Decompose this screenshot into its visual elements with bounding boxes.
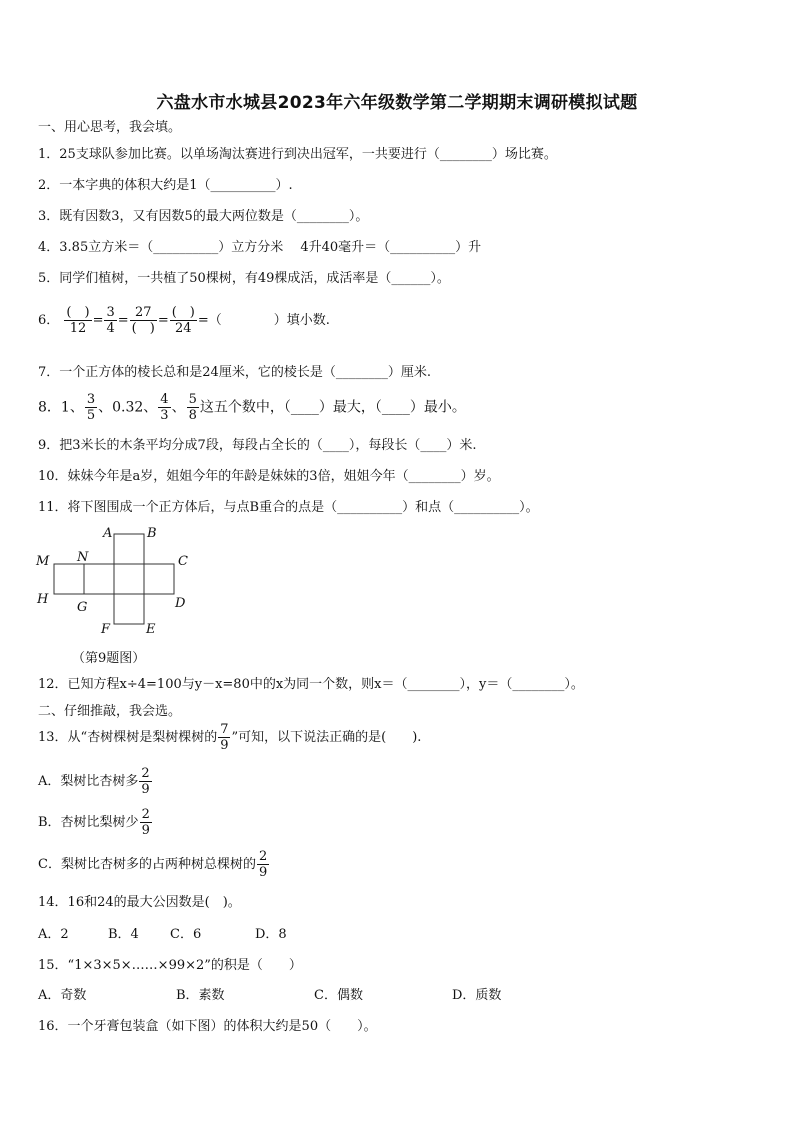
- q6-fraction-4: $\frac{( )}{24}$: [171, 305, 195, 336]
- question-8: [38, 392, 466, 423]
- label-A: A: [103, 526, 113, 541]
- question-3: 3．既有因数3，又有因数5的最大两位数是（________）。: [38, 209, 369, 224]
- q13-option-c-fraction: $\frac{2}{9}$: [258, 849, 268, 880]
- question-16: 16．一个牙膏包装盒（如下图）的体积大约是50（ ）。: [38, 1019, 377, 1034]
- q6-fraction-1: $\frac{( )}{12}$: [66, 305, 90, 336]
- q8-fraction-3: $\frac{5}{8}$: [188, 392, 197, 423]
- question-1: 1．25支球队参加比赛。以单场淘汰赛进行到决出冠军，一共要进行（________）场比赛。: [38, 147, 557, 162]
- label-M: M: [36, 554, 50, 569]
- net-face-1: [54, 564, 84, 594]
- net-face-3: [114, 564, 144, 594]
- q14-option-a: A．2: [38, 927, 69, 942]
- q8-mid-1: 、0.32、: [98, 399, 158, 416]
- question-4: 4．3.85立方米＝（__________）立方分米 4升40毫升＝（__________）升: [38, 240, 482, 255]
- q13-option-b-text: B．杏树比梨树少: [38, 815, 139, 830]
- q8-mid-2: 、: [171, 399, 186, 416]
- label-B: B: [147, 526, 157, 541]
- label-G: G: [77, 600, 88, 615]
- label-D: D: [175, 596, 186, 611]
- net-face-4: [144, 564, 174, 594]
- q15-option-a: A．奇数: [38, 988, 87, 1003]
- label-E: E: [146, 622, 156, 637]
- q6-prefix: 6．: [38, 313, 60, 328]
- question-5: 5．同学们植树，一共植了50棵树，有49棵成活，成活率是（______）。: [38, 271, 450, 286]
- question-13: [38, 722, 421, 753]
- question-2: 2．一本字典的体积大约是1（__________）.: [38, 178, 293, 193]
- question-11: 11．将下图围成一个正方体后，与点B重合的点是（__________）和点（__________）。: [38, 500, 539, 515]
- q6-fraction-2: $\frac{3}{4}$: [106, 305, 115, 336]
- q13-option-c: [38, 849, 270, 880]
- q14-option-d: D．8: [255, 927, 287, 942]
- net-face-bottom: [114, 594, 144, 624]
- question-6: 6． $\frac{( )}{12}$ = $\frac{3}{4}$ = $\frac{27}{( )}$ = $\frac{( )}{24}$ =（ ）填小数.: [38, 305, 330, 336]
- q13-option-b: [38, 807, 153, 838]
- q13-option-b-fraction: $\frac{2}{9}$: [141, 807, 150, 838]
- q13-option-a-text: A．梨树比杏树多: [38, 774, 139, 789]
- q13-option-a: [38, 766, 153, 797]
- label-H: H: [37, 592, 49, 607]
- section-heading-choice: 二、仔细推敲，我会选。: [38, 704, 182, 719]
- q15-option-b: B．素数: [176, 988, 225, 1003]
- net-face-2: [84, 564, 114, 594]
- net-face-top: [114, 534, 144, 564]
- q14-option-b: B．4: [108, 927, 139, 942]
- q8-prefix: 8．1、: [38, 399, 84, 416]
- q13-fraction: $\frac{7}{9}$: [220, 722, 229, 753]
- q8-suffix: 这五个数中，（____）最大，（____）最小。: [199, 399, 466, 416]
- cube-net-figure: [34, 524, 194, 646]
- figure-caption: （第9题图）: [72, 651, 146, 666]
- q8-fraction-2: $\frac{4}{3}$: [160, 392, 169, 423]
- q13-prefix: 13．从“杏树棵树是梨树棵树的: [38, 730, 218, 745]
- question-9: 9．把3米长的木条平均分成7段，每段占全长的（____），每段长（____）米.: [38, 438, 477, 453]
- label-F: F: [101, 622, 111, 637]
- label-C: C: [178, 554, 188, 569]
- q8-fraction-1: $\frac{3}{5}$: [86, 392, 96, 423]
- q13-option-a-fraction: $\frac{2}{9}$: [141, 766, 150, 797]
- question-14: 14．16和24的最大公因数是( )。: [38, 895, 241, 910]
- q6-fraction-3: $\frac{27}{( )}$: [131, 305, 155, 336]
- q6-suffix: =（ ）填小数.: [197, 313, 330, 328]
- section-heading-fill: 一、用心思考，我会填。: [38, 120, 182, 135]
- q13-option-c-text: C．梨树比杏树多的占两种树总棵树的: [38, 857, 256, 872]
- question-7: 7．一个正方体的棱长总和是24厘米，它的棱长是（________）厘米.: [38, 365, 431, 380]
- q15-option-c: C．偶数: [314, 988, 363, 1003]
- q15-option-d: D．质数: [452, 988, 502, 1003]
- question-15: 15．“1×3×5×……×99×2”的积是（ ）: [38, 958, 302, 973]
- page-title: 六盘水市水城县2023年六年级数学第二学期期末调研模拟试题: [156, 93, 638, 113]
- question-12: 12．已知方程x÷4=100与y－x=80中的x为同一个数，则x＝（________），y＝（________）。: [38, 677, 584, 692]
- q13-suffix: ”可知，以下说法正确的是( ).: [231, 730, 422, 745]
- question-10: 10．妹妹今年是a岁，姐姐今年的年龄是妹妹的3倍，姐姐今年（________）岁。: [38, 469, 500, 484]
- label-N: N: [77, 550, 89, 565]
- q14-option-c: C．6: [170, 927, 202, 942]
